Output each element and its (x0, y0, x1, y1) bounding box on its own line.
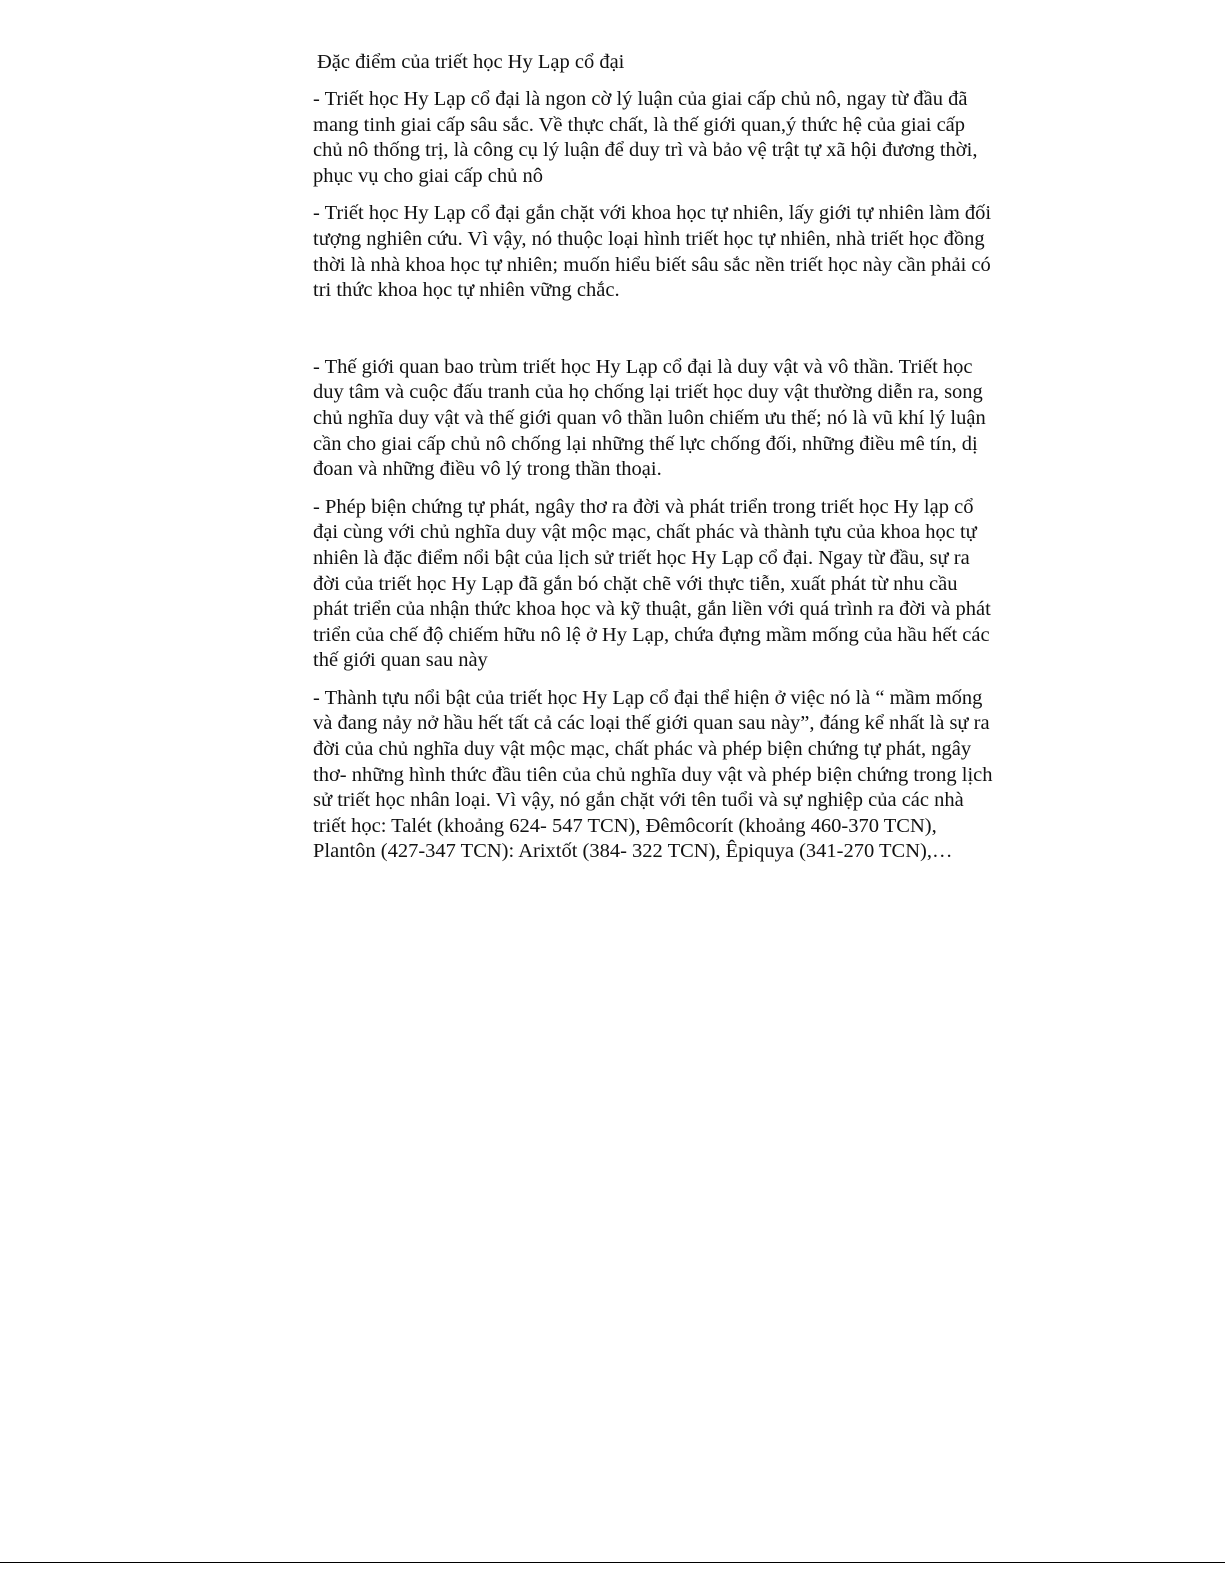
document-body (313, 46, 997, 865)
document-title: Đặc điểm của triết học Hy Lạp cổ đại (317, 51, 625, 73)
page-bottom-divider (0, 1562, 1225, 1563)
paragraph-materialist-worldview: - Thế giới quan bao trùm triết học Hy Lạp cổ đại là duy vật và vô thần. Triết học duy tâm và cuộc đấu tranh của họ chống lại triết học duy vật thường diễn ra, song chủ nghĩa duy vật và thế giới quan vô thần luôn chiếm ưu thế; nó là vũ khí lý luận cần cho giai cấp chủ nô chống lại những thế lực chống đối, những điều mê tín, dị đoan và những điều vô lý trong thần thoại. (313, 355, 986, 481)
paragraph-achievements: - Thành tựu nổi bật của triết học Hy Lạp cổ đại thể hiện ở việc nó là “ mầm mống và đang nảy nở hầu hết tất cả các loại thế giới quan sau này”, đáng kể nhất là sự ra đời của chủ nghĩa duy vật mộc mạc, chất phác và phép biện chứng tự phát, ngây thơ- những hình thức đầu tiên của chủ nghĩa duy vật và phép biện chứng trong lịch sử triết học nhân loại. Vì vậy, nó gắn chặt với tên tuổi và sự nghiệp của các nhà triết học: Talét (khoảng 624- 547 TCN), Đêmôcorít (khoảng 460-370 TCN), Plantôn (427-347 TCN): Arixtốt (384- 322 TCN), Êpiquya (341-270 TCN),… (313, 686, 993, 863)
paragraph-natural-science: - Triết học Hy Lạp cổ đại gắn chặt với khoa học tự nhiên, lấy giới tự nhiên làm đối tượng nghiên cứu. Vì vậy, nó thuộc loại hình triết học tự nhiên, nhà triết học đồng thời là nhà khoa học tự nhiên; muốn hiểu biết sâu sắc nền triết học này cần phải có tri thức khoa học tự nhiên vững chắc. (313, 202, 992, 302)
paragraph-dialectics: - Phép biện chứng tự phát, ngây thơ ra đời và phát triển trong triết học Hy lạp cổ đại cùng với chủ nghĩa duy vật mộc mạc, chất phác và thành tựu của khoa học tự nhiên là đặc điểm nổi bật của lịch sử triết học Hy Lạp cổ đại. Ngay từ đầu, sự ra đời của triết học Hy Lạp đã gắn bó chặt chẽ với thực tiễn, xuất phát từ nhu cầu phát triển của nhận thức khoa học và kỹ thuật, gắn liền với quá trình ra đời và phát triển của chế độ chiếm hữu nô lệ ở Hy Lạp, chứa đựng mầm mống của hầu hết các thế giới quan sau này (313, 495, 991, 672)
paragraph-class-character: - Triết học Hy Lạp cổ đại là ngon cờ lý luận của giai cấp chủ nô, ngay từ đầu đã mang tinh giai cấp sâu sắc. Về thực chất, là thế giới quan,ý thức hệ của giai cấp chủ nô thống trị, là công cụ lý luận để duy trì và bảo vệ trật tự xã hội đương thời, phục vụ cho giai cấp chủ nô (313, 88, 978, 187)
